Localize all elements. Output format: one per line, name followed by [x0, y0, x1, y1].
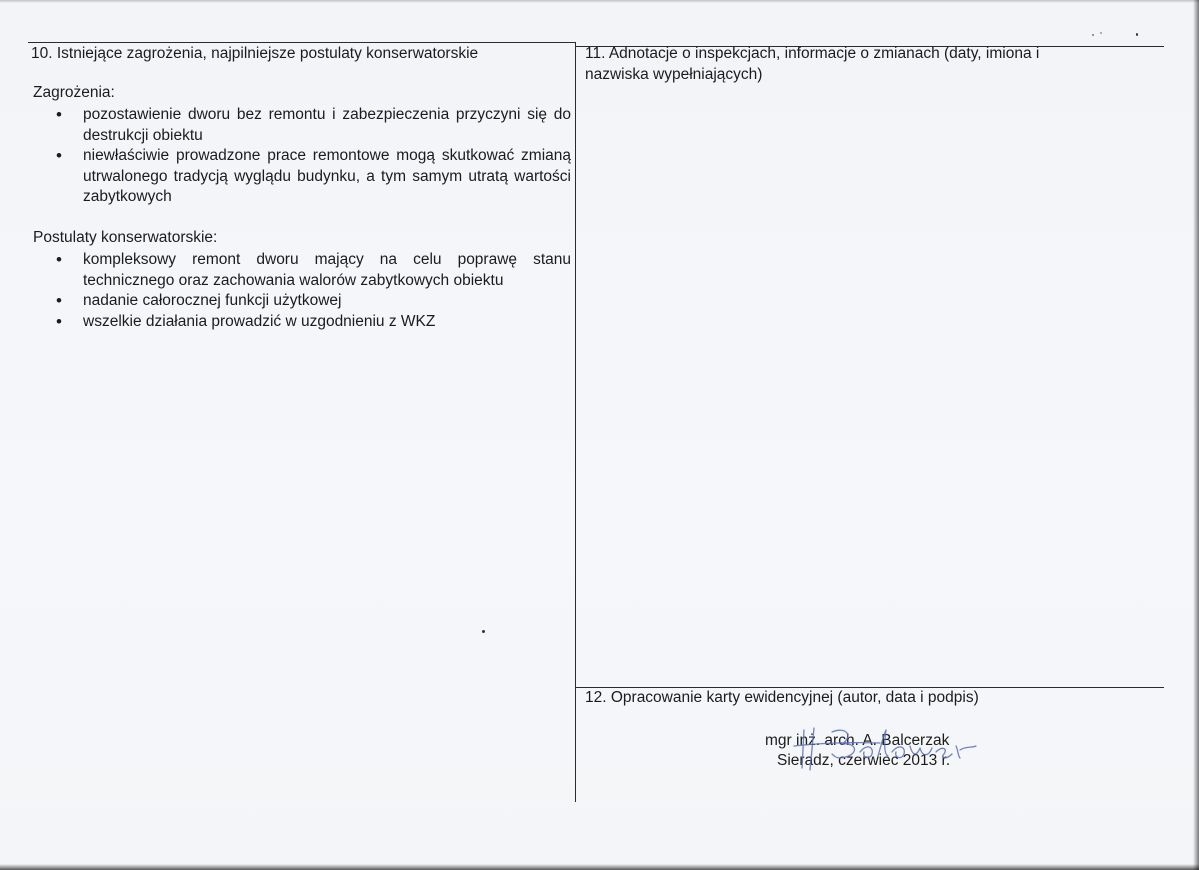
section10-heading: 10. Istniejące zagrożenia, najpilniejsze postulaty konserwatorskie — [31, 45, 479, 62]
section12-heading: 12. Opracowanie karty ewidencyjnej (autor, data i podpis) — [585, 689, 979, 706]
column-divider — [575, 42, 576, 802]
list-item: • pozostawienie dworu bez remontu i zabezpieczenia przyczyni się do destrukcji obiektu — [83, 105, 571, 146]
scan-edge-bottom — [0, 864, 1199, 870]
postulates-list — [33, 250, 571, 332]
list-item: • kompleksowy remont dworu mający na celu poprawę stanu technicznego oraz zachowania walorów zabytkowych obiektu — [83, 250, 571, 291]
scan-speck — [1092, 34, 1094, 36]
scan-edge-top — [0, 0, 1199, 3]
author-block — [765, 731, 950, 771]
scan-speck — [1100, 32, 1102, 34]
scan-speck — [482, 630, 485, 633]
list-item: • niewłaściwie prowadzone prace remontowe mogą skutkować zmianą utrwalonego tradycją wyglądu budynku, a tym samym utratą wartości zabytkowych — [83, 146, 571, 208]
top-rule — [28, 42, 576, 43]
section11-heading: 11. Adnotacje o inspekcjach, informacje o zmianach (daty, imiona i nazwiska wypełniających) — [585, 45, 1040, 83]
place-date: Sieradz, czerwiec 2013 r. — [777, 752, 951, 769]
threats-label: Zagrożenia: — [33, 83, 115, 101]
postulates-label: Postulaty konserwatorskie: — [33, 228, 218, 246]
scan-speck — [1136, 33, 1138, 36]
scan-edge-right — [1193, 0, 1199, 870]
list-item: • nadanie całorocznej funkcji użytkowej — [83, 291, 571, 312]
section10-block — [33, 44, 571, 332]
list-item: • wszelkie działania prowadzić w uzgodnieniu z WKZ — [83, 312, 571, 333]
author-name: mgr inż. arch. A. Balcerzak — [765, 732, 950, 749]
threats-list — [33, 105, 571, 208]
